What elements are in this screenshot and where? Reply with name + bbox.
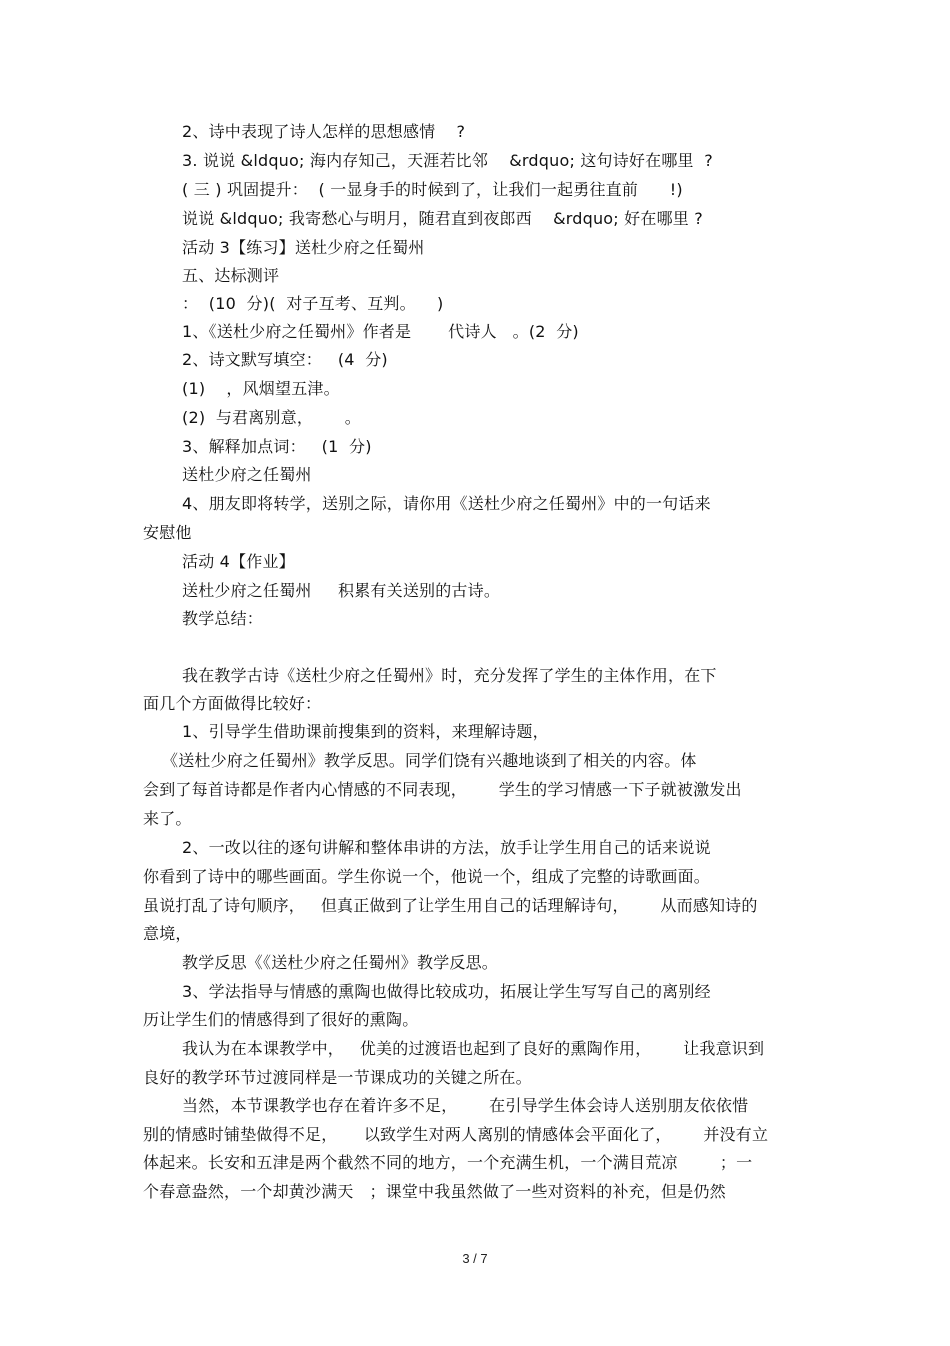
text-line: 2、诗文默写填空： (4 分): [182, 350, 388, 369]
text-line: 当然，本节课教学也存在着许多不足， 在引导学生体会诗人送别朋友依依惜: [182, 1096, 749, 1115]
text-line: 2、一改以往的逐句讲解和整体串讲的方法，放手让学生用自己的话来说说: [182, 838, 711, 857]
text-line: 《送杜少府之任蜀州》教学反思。同学们饶有兴趣地谈到了相关的内容。体: [162, 751, 697, 770]
text-line: 教学总结：: [182, 609, 264, 628]
text-line: 1、《送杜少府之任蜀州》作者是 代诗人 。(2 分): [182, 322, 579, 341]
text-line: 意境，: [143, 924, 192, 943]
text-line: 别的情感时铺垫做得不足， 以致学生对两人离别的情感体会平面化了， 并没有立: [143, 1125, 769, 1144]
text-line: 教学反思《《送杜少府之任蜀州》教学反思。: [182, 953, 499, 972]
text-line: 个春意盎然，一个却黄沙满天 ；课堂中我虽然做了一些对资料的补充，但是仍然: [143, 1182, 726, 1201]
text-line: ： (10 分)( 对子互考、互判。 ): [182, 294, 444, 313]
text-line: 3. 说说 &ldquo; 海内存知己，天涯若比邻 &rdquo; 这句诗好在哪里 ?: [182, 151, 713, 170]
text-line: 安慰他: [143, 523, 192, 542]
text-line: ( 三 ) 巩固提升： ( 一显身手的时候到了，让我们一起勇往直前 !): [182, 180, 683, 199]
text-line: 我认为在本课教学中， 优美的过渡语也起到了良好的熏陶作用， 让我意识到: [182, 1039, 765, 1058]
page-number: 3 / 7: [462, 1251, 488, 1266]
text-line: 4、朋友即将转学，送别之际，请你用《送杜少府之任蜀州》中的一句话来: [182, 494, 711, 513]
text-line: 虽说打乱了诗句顺序， 但真正做到了让学生用自己的话理解诗句， 从而感知诗的: [143, 896, 758, 915]
text-line: 活动 4【作业】: [182, 552, 295, 571]
text-line: 说说 &ldquo; 我寄愁心与明月，随君直到夜郎西 &rdquo; 好在哪里 ?: [182, 209, 703, 228]
text-line: 2、诗中表现了诗人怎样的思想感情 ?: [182, 122, 466, 141]
text-line: 活动 3【练习】送杜少府之任蜀州: [182, 238, 425, 257]
text-line: 1、引导学生借助课前搜集到的资料，来理解诗题，: [182, 722, 549, 741]
text-line: 3、解释加点词： (1 分): [182, 437, 372, 456]
text-line: (2) 与君离别意， 。: [182, 408, 361, 427]
text-line: 面几个方面做得比较好：: [143, 694, 322, 713]
text-line: 你看到了诗中的哪些画面。学生你说一个，他说一个，组成了完整的诗歌画面。: [143, 867, 711, 886]
text-line: 会到了每首诗都是作者内心情感的不同表现， 学生的学习情感一下子就被激发出: [143, 780, 742, 799]
text-line: (1) ，风烟望五津。: [182, 379, 340, 398]
text-line: 良好的教学环节过渡同样是一节课成功的关键之所在。: [143, 1068, 532, 1087]
text-line: 我在教学古诗《送杜少府之任蜀州》时，充分发挥了学生的主体作用，在下: [182, 666, 717, 685]
text-line: 体起来。长安和五津是两个截然不同的地方，一个充满生机，一个满目荒凉 ；一: [143, 1153, 753, 1172]
text-line: 3、学法指导与情感的熏陶也做得比较成功，拓展让学生写写自己的离别经: [182, 982, 711, 1001]
text-line: 送杜少府之任蜀州 积累有关送别的古诗。: [182, 581, 501, 600]
text-line: 五、达标测评: [182, 266, 280, 285]
text-line: 送杜少府之任蜀州: [182, 465, 312, 484]
text-line: 历让学生们的情感得到了很好的熏陶。: [143, 1010, 419, 1029]
text-line: 来了。: [143, 809, 192, 828]
